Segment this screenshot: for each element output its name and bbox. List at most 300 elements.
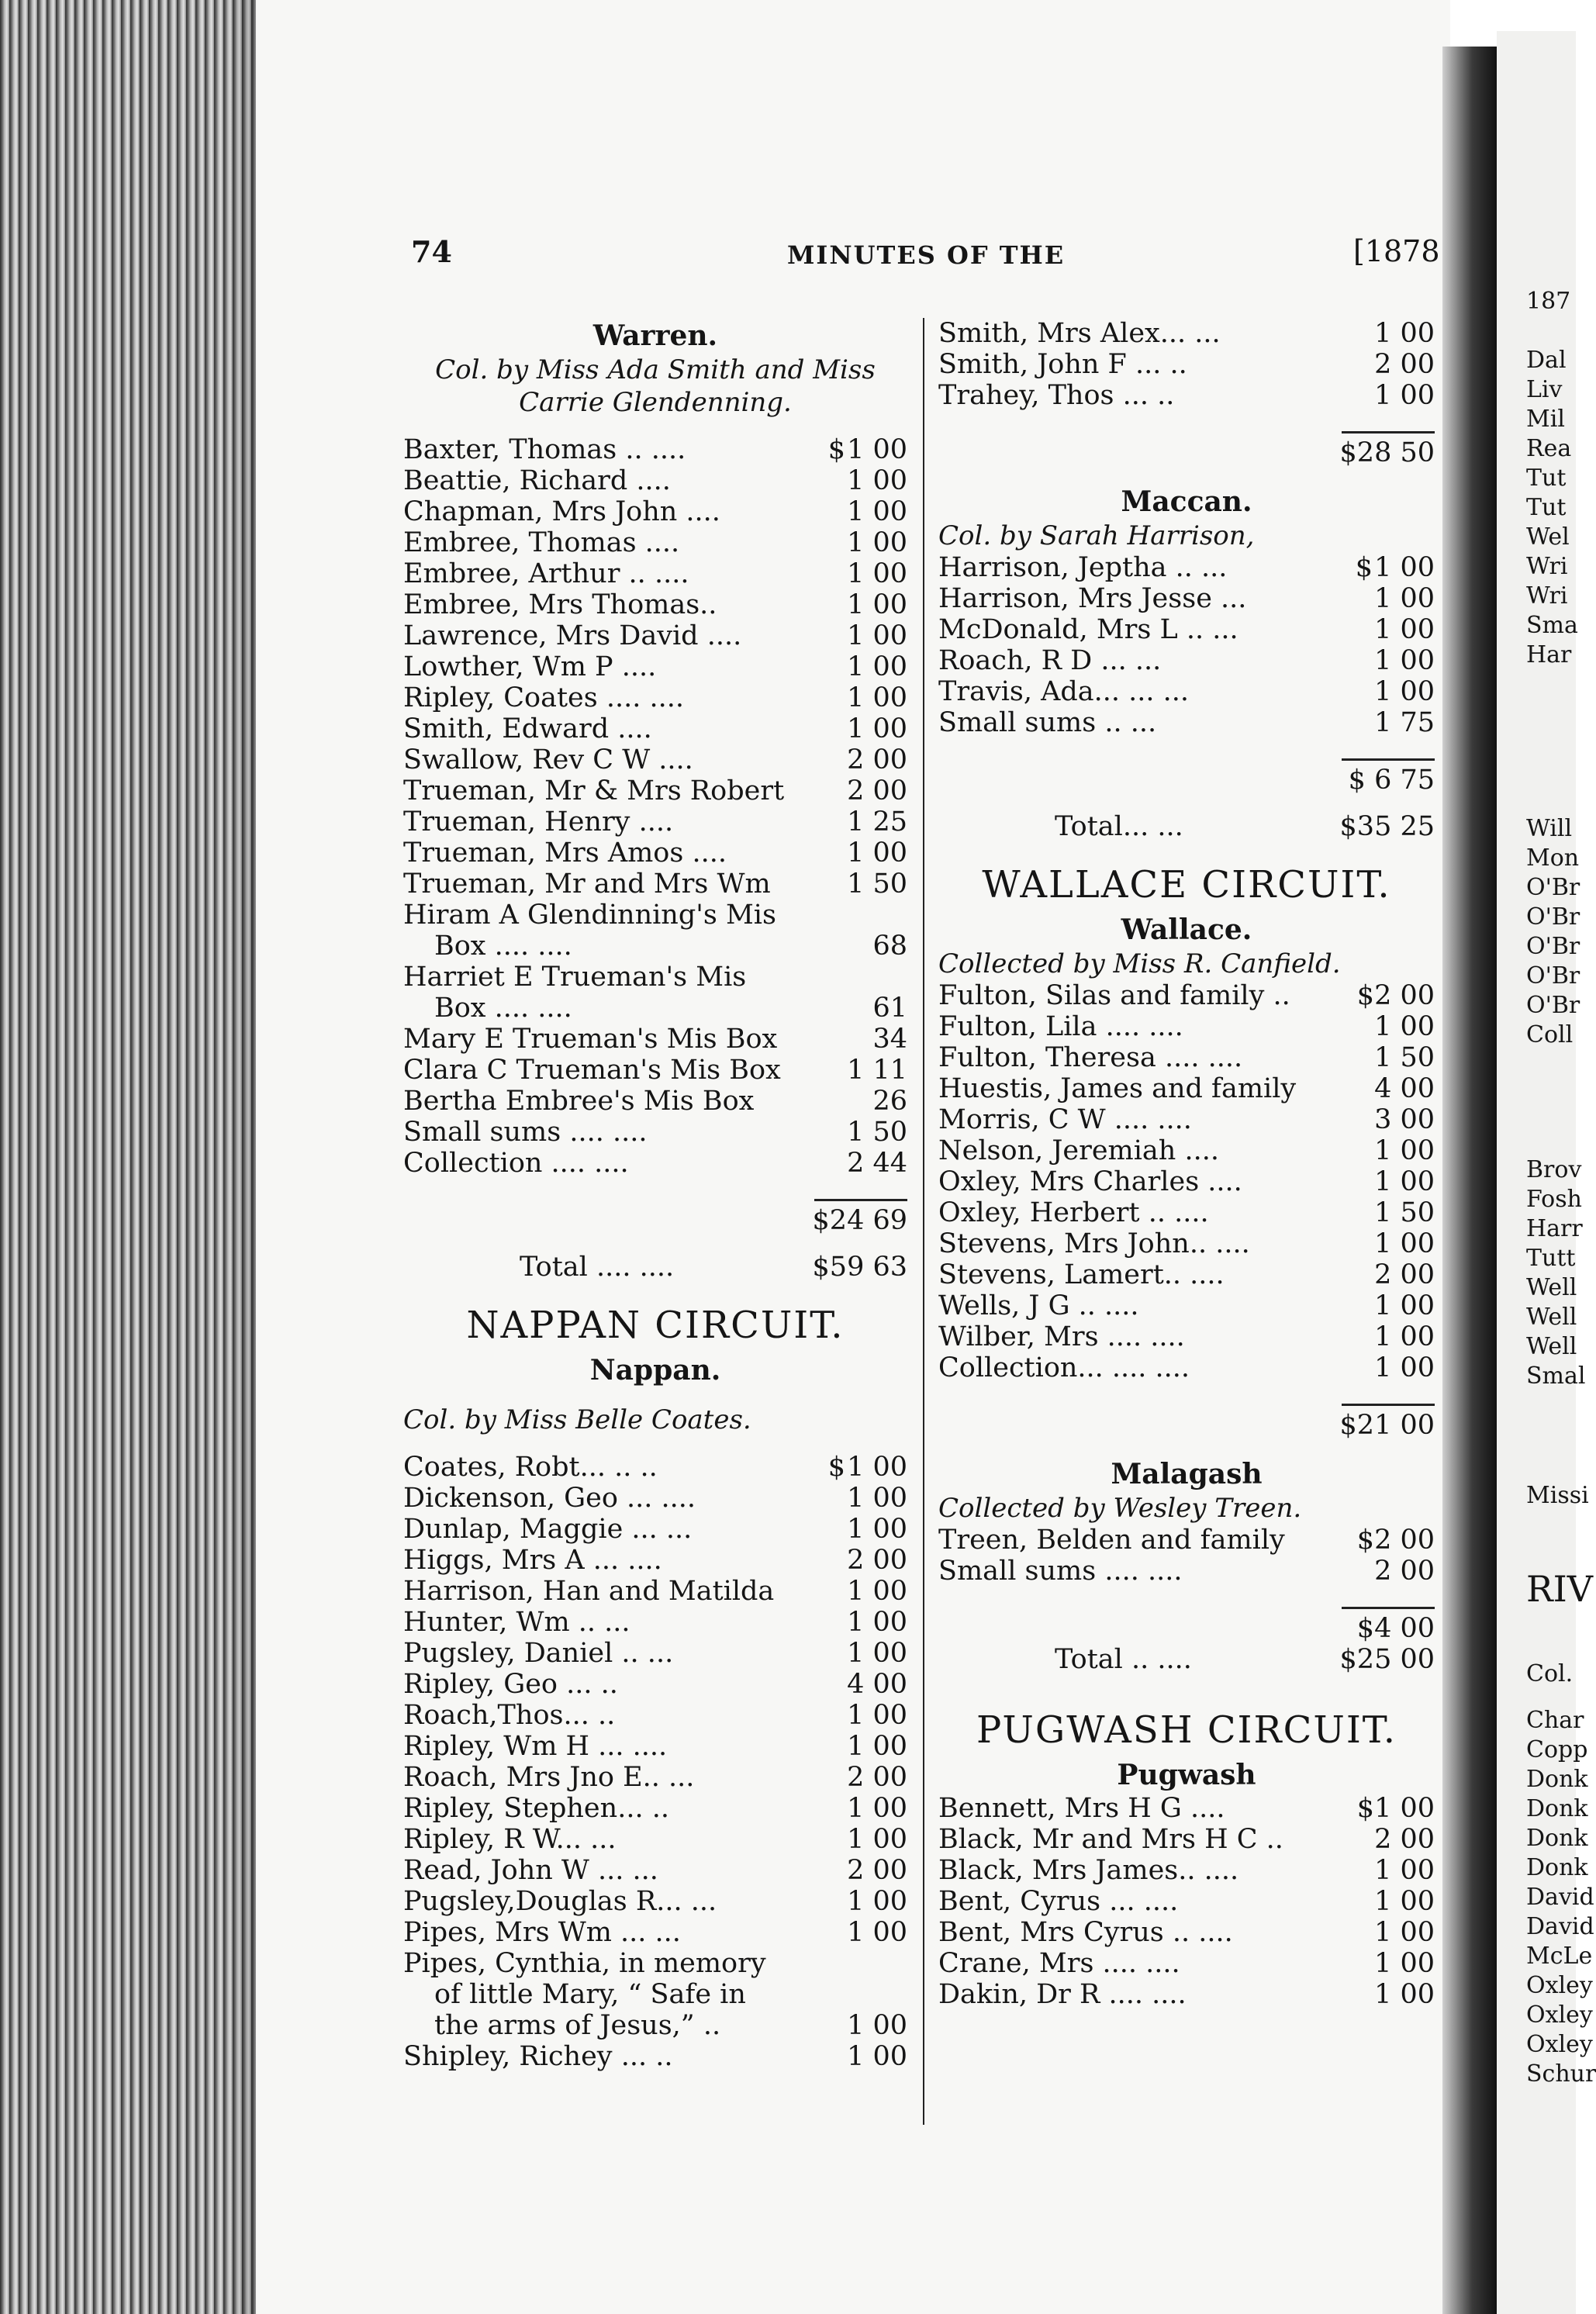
ledger-row [938, 676, 1435, 707]
ledger-row [938, 349, 1435, 380]
entry-name: Box .... .... [434, 931, 572, 962]
entry-name: Roach, R D ... ... [938, 645, 1162, 676]
ledger-row [403, 1824, 907, 1855]
total-label: Total .... .... [520, 1252, 675, 1283]
entry-name: Oxley, Herbert .. .... [938, 1197, 1209, 1228]
ledger-row [938, 318, 1435, 349]
facing-page-fragment: Schur [1526, 2060, 1596, 2088]
entry-name: Pugsley, Daniel .. ... [403, 1638, 674, 1669]
entry-name: Smith, Mrs Alex... ... [938, 318, 1221, 349]
facing-page-fragment: RIV [1526, 1568, 1594, 1610]
ledger-row [403, 1762, 907, 1793]
subtotal-row [938, 437, 1435, 468]
entry-amount: 1 00 [847, 465, 907, 496]
facing-page-fragment: Wel [1526, 523, 1570, 551]
sum-rule [938, 1602, 1435, 1613]
spacer [938, 1587, 1435, 1602]
ledger-row [403, 620, 907, 651]
ledger-row [403, 775, 907, 806]
subtotal-row [403, 1205, 907, 1236]
ledger-row [938, 645, 1435, 676]
facing-page-fragment: Harr [1526, 1215, 1583, 1242]
entry-amount: 1 00 [847, 1731, 907, 1762]
ledger-row [403, 1148, 907, 1179]
entry-amount: 1 00 [847, 620, 907, 651]
entry-name: Smith, Edward .... [403, 713, 652, 744]
sum-rule [938, 427, 1435, 437]
facing-page-fragment: Har [1526, 641, 1572, 668]
entry-amount: 1 00 [847, 1576, 907, 1607]
entry-name: of little Mary, “ Safe in [434, 1979, 746, 2010]
entry-name: Black, Mr and Mrs H C .. [938, 1824, 1283, 1855]
entry-amount: 1 00 [1374, 1135, 1435, 1166]
entry-amount: 1 00 [847, 838, 907, 869]
entry-name: Harrison, Mrs Jesse ... [938, 583, 1247, 614]
entry-amount: 1 00 [1374, 1979, 1435, 2010]
facing-page-fragment: 187 [1526, 288, 1571, 315]
facing-page-fragment: Well [1526, 1274, 1577, 1301]
total-amount: $35 25 [1339, 811, 1435, 842]
ledger-row [403, 1024, 907, 1055]
ledger-row [938, 1104, 1435, 1135]
entry-amount: 1 00 [847, 1886, 907, 1917]
entry-name: Bent, Cyrus ... .... [938, 1886, 1179, 1917]
facing-page-fragment: O'Br [1526, 992, 1580, 1019]
total-row [938, 811, 1435, 842]
entry-name: Ripley, Geo ... .. [403, 1669, 618, 1700]
subtotal-row [938, 1410, 1435, 1441]
total-amount: $59 63 [812, 1252, 907, 1283]
facing-page-fragment: Dal [1526, 347, 1567, 374]
total-amount: $25 00 [1339, 1644, 1435, 1675]
entry-amount: 1 00 [1374, 676, 1435, 707]
ledger-row [403, 713, 907, 744]
facing-page-fragment: O'Br [1526, 874, 1580, 901]
entry-amount: 1 25 [847, 806, 907, 838]
entry-name: Harriet E Trueman's Mis [403, 962, 747, 993]
facing-page-fragment: David [1526, 1913, 1594, 1940]
ledger-row [403, 558, 907, 589]
entry-name: Bennett, Mrs H G .... [938, 1793, 1225, 1824]
ledger-row [938, 1855, 1435, 1886]
entry-amount: 1 00 [1374, 1290, 1435, 1321]
collector-line: Col. by Sarah Harrison, [938, 520, 1255, 551]
ledger-row [938, 1259, 1435, 1290]
circuit-title: PUGWASH CIRCUIT. [976, 1708, 1397, 1752]
collector-line: Carrie Glendenning. [519, 387, 792, 418]
entry-name: Hunter, Wm .. ... [403, 1607, 630, 1638]
ledger-row [403, 2041, 907, 2072]
ledger-row [938, 1979, 1435, 2010]
ledger-row [403, 1638, 907, 1669]
entry-amount: $2 00 [1356, 1525, 1435, 1556]
facing-page-fragment: Col. [1526, 1660, 1574, 1687]
ledger-row [403, 1669, 907, 1700]
spacer [938, 796, 1435, 811]
subtotal-row [938, 765, 1435, 796]
ledger-row [938, 583, 1435, 614]
entry-amount: 4 00 [1374, 1073, 1435, 1104]
entry-name: Trueman, Mr & Mrs Robert [403, 775, 785, 806]
entry-amount: 1 00 [847, 2041, 907, 2072]
facing-page-fragment: Oxley [1526, 2031, 1593, 2058]
ledger-row [938, 1228, 1435, 1259]
entry-amount: 1 00 [1374, 318, 1435, 349]
facing-page-fragment: Oxley [1526, 1972, 1593, 1999]
entry-amount: 2 00 [1374, 1259, 1435, 1290]
entry-name: Harrison, Han and Matilda [403, 1576, 775, 1607]
entry-name: Nelson, Jeremiah .... [938, 1135, 1219, 1166]
entry-amount: 1 00 [1374, 1228, 1435, 1259]
ledger-row [938, 1011, 1435, 1042]
entry-amount: 1 75 [1374, 707, 1435, 738]
subtotal-amount: $4 00 [1356, 1613, 1435, 1644]
entry-amount: 1 00 [847, 558, 907, 589]
facing-page-fragment: Donk [1526, 1795, 1588, 1822]
entry-name: Small sums .... .... [938, 1556, 1183, 1587]
entry-amount: 1 00 [847, 434, 907, 465]
facing-page-fragment: Oxley [1526, 2001, 1593, 2029]
collector-line: Col. by Miss Belle Coates. [403, 1404, 751, 1435]
ledger-row [938, 1917, 1435, 1948]
entry-name: Chapman, Mrs John .... [403, 496, 720, 527]
running-title: MINUTES OF THE [787, 240, 1066, 270]
entry-name: Ripley, R W... ... [403, 1824, 617, 1855]
entry-amount: 1 00 [1374, 1855, 1435, 1886]
entry-amount: 2 00 [847, 1855, 907, 1886]
ledger-row [938, 1824, 1435, 1855]
entry-name: Collection .... .... [403, 1148, 629, 1179]
entry-amount: 1 00 [847, 1514, 907, 1545]
ledger-row [938, 1197, 1435, 1228]
collector-line: Collected by Miss R. Canfield. [938, 948, 1341, 979]
facing-page-fragment: Tutt [1526, 1245, 1576, 1272]
ledger-row [938, 1321, 1435, 1352]
page-number: 74 [411, 234, 452, 269]
entry-amount: 1 00 [847, 1793, 907, 1824]
entry-name: Trahey, Thos ... .. [938, 380, 1175, 411]
entry-amount: 1 00 [1374, 1352, 1435, 1383]
entry-name: Wilber, Mrs .... .... [938, 1321, 1185, 1352]
entry-amount: 1 00 [1374, 645, 1435, 676]
entry-name: Beattie, Richard .... [403, 465, 671, 496]
sum-rule [938, 1399, 1435, 1410]
entry-name: Harrison, Jeptha .. ... [938, 552, 1228, 583]
ledger-row [403, 1607, 907, 1638]
spacer [938, 738, 1435, 754]
total-label: Total... ... [1055, 811, 1183, 842]
ledger-row [938, 1525, 1435, 1556]
entry-name: Coates, Robt... .. .. [403, 1452, 658, 1483]
entry-amount: 1 00 [1374, 1948, 1435, 1979]
entry-name: Small sums .... .... [403, 1117, 648, 1148]
entry-amount: 2 00 [1374, 1824, 1435, 1855]
entry-amount: 61 [872, 993, 907, 1024]
facing-page-fragment: Rea [1526, 435, 1572, 462]
currency-sign: $ [827, 1452, 845, 1483]
entry-amount: 1 50 [1374, 1197, 1435, 1228]
facing-page-fragment: Well [1526, 1304, 1577, 1331]
entry-amount: 1 00 [1374, 1886, 1435, 1917]
collector-line: Collected by Wesley Treen. [938, 1493, 1302, 1524]
entry-name: Read, John W ... ... [403, 1855, 658, 1886]
section-heading: Malagash [1111, 1458, 1263, 1490]
entry-amount: 1 00 [847, 651, 907, 682]
entry-name: Ripley, Wm H ... .... [403, 1731, 668, 1762]
ledger-row [403, 682, 907, 713]
facing-page-fragment: Donk [1526, 1854, 1588, 1881]
collector-line: Col. by Miss Ada Smith and Miss [435, 354, 876, 385]
entry-amount: 1 00 [847, 1607, 907, 1638]
ledger-row [403, 1886, 907, 1917]
facing-page-fragment: O'Br [1526, 933, 1580, 960]
spacer [938, 842, 1435, 858]
section-heading: Maccan. [1121, 485, 1252, 518]
facing-page-fragment: O'Br [1526, 962, 1580, 989]
entry-name: Stevens, Mrs John.. .... [938, 1228, 1250, 1259]
entry-amount: 1 00 [1374, 1917, 1435, 1948]
ledger-row [403, 496, 907, 527]
facing-page-fragment: Will [1526, 815, 1573, 842]
entry-amount: 1 00 [847, 1638, 907, 1669]
entry-amount: 3 00 [1374, 1104, 1435, 1135]
entry-name: Higgs, Mrs A ... .... [403, 1545, 662, 1576]
entry-amount: $2 00 [1356, 980, 1435, 1011]
subtotal-amount: $28 50 [1339, 437, 1435, 468]
ledger-row [938, 1948, 1435, 1979]
entry-amount: 1 00 [847, 589, 907, 620]
entry-amount: 68 [872, 931, 907, 962]
entry-amount: 34 [872, 1024, 907, 1055]
facing-page-fragment: Copp [1526, 1736, 1588, 1763]
entry-name: Embree, Thomas .... [403, 527, 680, 558]
entry-amount: 1 00 [847, 682, 907, 713]
currency-sign: $ [827, 434, 845, 465]
ledger-row [403, 1055, 907, 1086]
entry-name: Fulton, Lila .... .... [938, 1011, 1183, 1042]
entry-name: Hiram A Glendinning's Mis [403, 900, 776, 931]
entry-amount: 1 50 [1374, 1042, 1435, 1073]
entry-amount: 2 00 [1374, 1556, 1435, 1587]
entry-name: Bertha Embree's Mis Box [403, 1086, 755, 1117]
entry-name: Wells, J G .. .... [938, 1290, 1139, 1321]
ledger-row [403, 1979, 907, 2010]
entry-name: Fulton, Silas and family .. [938, 980, 1290, 1011]
entry-name: Roach,Thos... .. [403, 1700, 616, 1731]
entry-name: Black, Mrs James.. .... [938, 1855, 1239, 1886]
spacer [403, 419, 907, 434]
entry-name: Clara C Trueman's Mis Box [403, 1055, 781, 1086]
spacer [938, 1383, 1435, 1399]
ledger-row [938, 1556, 1435, 1587]
spacer [938, 1441, 1435, 1456]
circuit-title: NAPPAN CIRCUIT. [466, 1304, 845, 1347]
entry-name: Dunlap, Maggie ... ... [403, 1514, 693, 1545]
spacer [938, 1675, 1435, 1703]
entry-amount: 1 00 [1374, 380, 1435, 411]
subtotal-row [938, 1613, 1435, 1644]
entry-amount: 1 00 [1374, 1011, 1435, 1042]
entry-amount: 1 50 [847, 869, 907, 900]
entry-name: Dakin, Dr R .... .... [938, 1979, 1187, 2010]
ledger-row [938, 707, 1435, 738]
entry-name: Swallow, Rev C W .... [403, 744, 693, 775]
spacer [403, 1236, 907, 1252]
facing-page-fragment: Missi [1526, 1482, 1589, 1509]
ledger-row [403, 589, 907, 620]
entry-name: Huestis, James and family [938, 1073, 1297, 1104]
ledger-row [403, 1117, 907, 1148]
entry-name: Crane, Mrs .... .... [938, 1948, 1180, 1979]
facing-page-fragment: Mil [1526, 406, 1565, 433]
entry-name: Lawrence, Mrs David .... [403, 620, 742, 651]
ledger-row [403, 869, 907, 900]
total-label: Total .. .... [1055, 1644, 1192, 1675]
entry-name: Travis, Ada... ... ... [938, 676, 1190, 707]
ledger-row [938, 1135, 1435, 1166]
entry-name: Small sums .. ... [938, 707, 1157, 738]
entry-amount: 1 00 [847, 1483, 907, 1514]
ledger-row [403, 1514, 907, 1545]
ledger-row [938, 1290, 1435, 1321]
facing-page-fragment: Well [1526, 1333, 1577, 1360]
ledger-row [938, 1352, 1435, 1383]
entry-amount: 1 00 [847, 1452, 907, 1483]
ledger-row [403, 838, 907, 869]
ledger-row [938, 1073, 1435, 1104]
ledger-row [403, 931, 907, 962]
right-column [938, 318, 1435, 2010]
facing-page-fragment: Brov [1526, 1156, 1582, 1183]
section-heading: Nappan. [589, 1354, 721, 1387]
entry-amount: 1 00 [847, 1700, 907, 1731]
facing-page-fragment: McLe [1526, 1943, 1593, 1970]
facing-page-fragment: David [1526, 1884, 1594, 1911]
section-heading: Pugwash [1117, 1759, 1256, 1791]
entry-amount: 1 00 [847, 1824, 907, 1855]
spacer [403, 1283, 907, 1298]
ledger-row [403, 1948, 907, 1979]
left-column [403, 318, 907, 2072]
ledger-row [403, 1086, 907, 1117]
ledger-row [938, 980, 1435, 1011]
subtotal-amount: $ 6 75 [1348, 765, 1435, 796]
entry-name: Pipes, Mrs Wm ... ... [403, 1917, 681, 1948]
entry-amount: 2 00 [1374, 349, 1435, 380]
ledger-row [938, 380, 1435, 411]
entry-amount: 1 00 [847, 713, 907, 744]
ledger-row [403, 1700, 907, 1731]
ledger-row [403, 434, 907, 465]
entry-amount: 1 00 [1374, 1321, 1435, 1352]
facing-page-fragment: Wri [1526, 582, 1568, 610]
facing-page-fragment: Tut [1526, 465, 1567, 492]
entry-amount: 2 00 [847, 1545, 907, 1576]
book-gutter [1442, 47, 1497, 2314]
facing-page-fragment: Smal [1526, 1362, 1586, 1390]
entry-amount: 1 00 [847, 527, 907, 558]
section-heading: Wallace. [1121, 914, 1252, 946]
facing-page [1497, 31, 1596, 2314]
entry-amount: 1 00 [847, 496, 907, 527]
entry-amount: 1 11 [847, 1055, 907, 1086]
entry-name: Box .... .... [434, 993, 572, 1024]
entry-amount: 1 00 [1374, 1166, 1435, 1197]
ledger-row [403, 1483, 907, 1514]
entry-name: Dickenson, Geo ... .... [403, 1483, 696, 1514]
entry-amount: 2 44 [847, 1148, 907, 1179]
entry-name: Ripley, Stephen... .. [403, 1793, 669, 1824]
entry-amount: 1 00 [1374, 552, 1435, 583]
entry-name: Ripley, Coates .... .... [403, 682, 684, 713]
total-row [938, 1644, 1435, 1675]
ledger-row [403, 527, 907, 558]
entry-amount: 1 00 [847, 1917, 907, 1948]
facing-page-fragment: Fosh [1526, 1186, 1582, 1213]
facing-page-fragment: Coll [1526, 1021, 1574, 1048]
section-heading: Warren. [592, 319, 718, 352]
ledger-row [938, 614, 1435, 645]
facing-page-fragment: Donk [1526, 1766, 1588, 1793]
ledger-row [403, 2010, 907, 2041]
entry-name: Mary E Trueman's Mis Box [403, 1024, 778, 1055]
entry-amount: 4 00 [847, 1669, 907, 1700]
sum-rule [403, 1194, 907, 1205]
entry-name: Bent, Mrs Cyrus .. .... [938, 1917, 1233, 1948]
ledger-row [403, 1917, 907, 1948]
subtotal-amount: $21 00 [1339, 1410, 1435, 1441]
ledger-row [403, 1576, 907, 1607]
spacer [403, 1388, 907, 1404]
entry-amount: 1 00 [1374, 614, 1435, 645]
entry-name: Shipley, Richey ... .. [403, 2041, 673, 2072]
circuit-title: WALLACE CIRCUIT. [982, 863, 1391, 907]
facing-page-fragment: Wri [1526, 553, 1568, 580]
facing-page-fragment: Char [1526, 1707, 1584, 1734]
spacer [938, 468, 1435, 484]
book-page-edges [0, 0, 256, 2314]
currency-sign: $ [1355, 552, 1373, 583]
entry-name: Embree, Arthur .. .... [403, 558, 689, 589]
ledger-row [403, 993, 907, 1024]
facing-page-fragment: Tut [1526, 494, 1567, 521]
ledger-row [403, 1731, 907, 1762]
ledger-row [938, 1166, 1435, 1197]
entry-name: Roach, Mrs Jno E.. ... [403, 1762, 695, 1793]
entry-name: Pipes, Cynthia, in memory [403, 1948, 766, 1979]
ledger-row [403, 1855, 907, 1886]
facing-page-fragment: Donk [1526, 1825, 1588, 1852]
ledger-row [403, 1545, 907, 1576]
ledger-row [403, 1452, 907, 1483]
entry-amount: 2 00 [847, 775, 907, 806]
facing-page-fragment: Sma [1526, 612, 1578, 639]
spacer [403, 1179, 907, 1194]
sum-rule [938, 754, 1435, 765]
entry-amount: 1 50 [847, 1117, 907, 1148]
entry-name: Smith, John F ... .. [938, 349, 1187, 380]
column-divider [923, 318, 924, 2125]
entry-amount: 1 00 [847, 2010, 907, 2041]
total-row [403, 1252, 907, 1283]
ledger-row [403, 651, 907, 682]
entry-amount: $1 00 [1356, 1793, 1435, 1824]
ledger-row [403, 900, 907, 931]
ledger-row [403, 962, 907, 993]
entry-name: the arms of Jesus,” .. [434, 2010, 721, 2041]
entry-name: Lowther, Wm P .... [403, 651, 657, 682]
entry-name: Pugsley,Douglas R... ... [403, 1886, 717, 1917]
